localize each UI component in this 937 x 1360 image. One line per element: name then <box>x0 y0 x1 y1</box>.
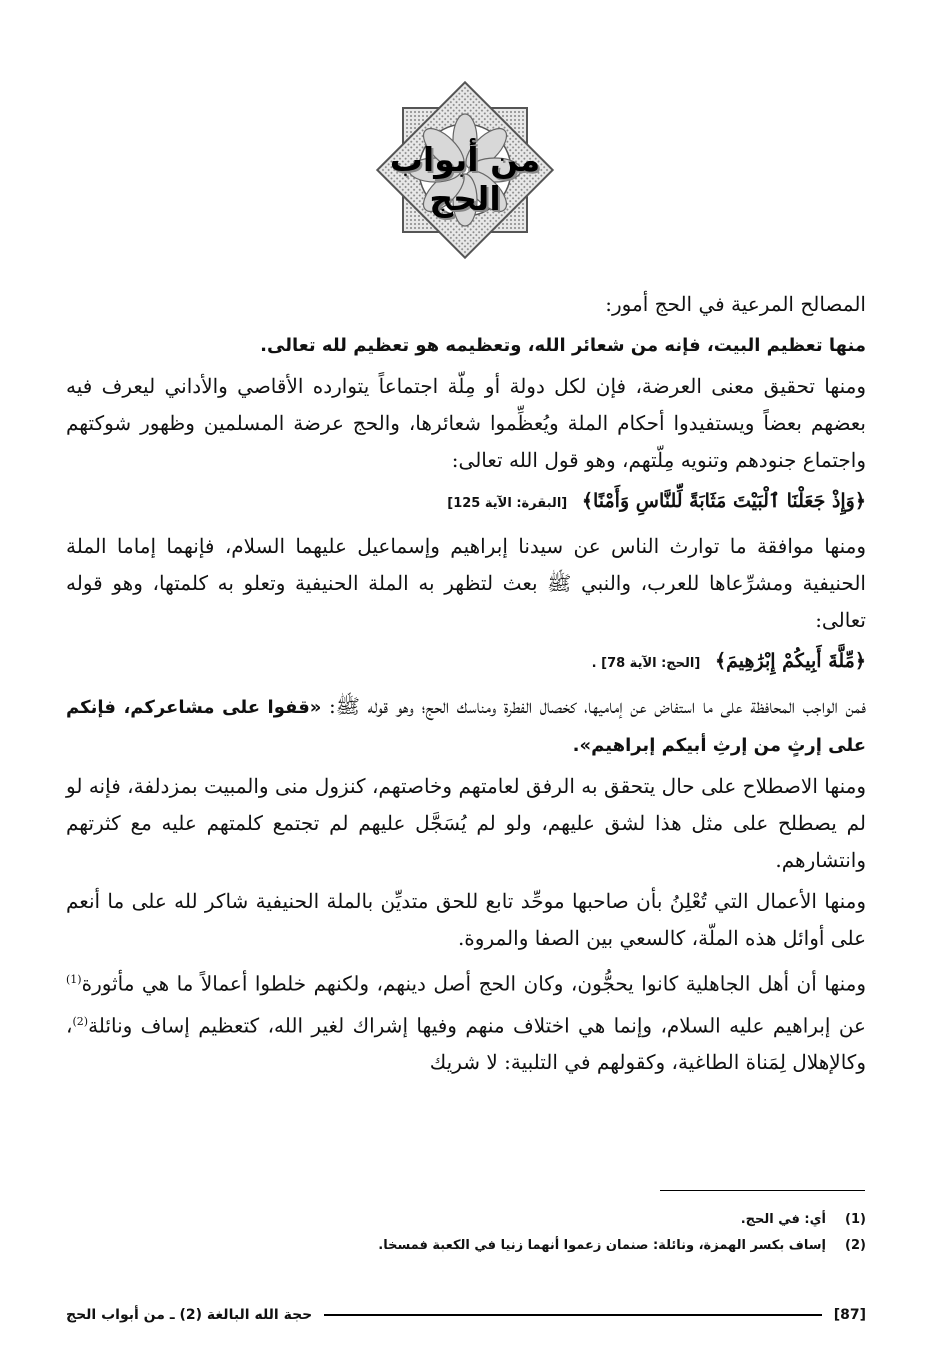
paragraph-text: ، وكالإهلال لِمَناة الطاغية، وكقولهم في التلبية: لا شريك <box>66 1013 866 1075</box>
paragraph-text: فمن الواجب المحافظة على ما استفاض عن إماميها، كخصال الفطرة ومناسك الحج؛ وهو قوله ﷺ: <box>321 694 866 718</box>
paragraph: ومنها الاصطلاح على حال يتحقق به الرفق لعامتهم وخاصتهم، كنزول منى والمبيت بمزدلفة، فإنه لو لم يصطلح على مثل هذا لشق عليهم، ولو لم يُسَجَّل عليهم لم تجتمع كلمتهم عليه مع كثرتهم وانتشارهم. <box>66 774 866 872</box>
paragraph: ومنها الأعمال التي تُعْلِنُ بأن صاحبها موحِّد تابع للحق متديِّن بالملة الحنيفية شاكر لله على ما أنعم على أوائل هذه الملّة، كالسعي بين الصفا والمروة. <box>66 889 866 950</box>
verse-text: ﴿مِّلَّةَ أَبِيكُمْ إِبْرَٰهِيمَ﴾ <box>714 650 866 672</box>
footnote-text: إساف بكسر الهمزة، ونائلة: صنمان زعموا أنهما زنيا في الكعبة فمسخا. <box>378 1238 826 1253</box>
footnotes <box>66 1207 866 1259</box>
quran-verse <box>66 483 866 522</box>
paragraph <box>66 961 866 1081</box>
footnote-item <box>66 1233 866 1259</box>
paragraph: المصالح المرعية في الحج أمور: <box>605 292 866 316</box>
paragraph: ومنها تحقيق معنى العرضة، فإن لكل دولة أو مِلّة اجتماعاً يتوارده الأقاصي والأداني ليعرف فيه بعضهم بعضاً ويستفيدوا أحكام الملة ويُعظِّموا شعائرها، والحج عرضة المسلمين وظهور شوكتهم واجتماع جنودهم وتنويه مِلّتهم، وهو قول الله تعالى: <box>66 374 866 472</box>
footnote-number: (2) <box>845 1238 866 1253</box>
footnote-marker[interactable]: (1) <box>66 973 82 986</box>
verse-text: ﴿وَإِذْ جَعَلْنَا ٱلْبَيْتَ مَثَابَةً لِّلنَّاسِ وَأَمْنًا﴾ <box>581 490 866 512</box>
verse-reference: [البقرة: الآية 125] <box>447 496 568 511</box>
hadith-quote: «قفوا على مشاعركم، فإنكم على إرثٍ من إرثِ أبيكم إبراهيم». <box>66 697 866 756</box>
paragraph: منها تعظيم البيت، فإنه من شعائر الله، وتعظيمه هو تعظيم لله تعالى. <box>260 335 866 356</box>
footnote-item <box>66 1207 866 1233</box>
page-number: [87] <box>833 1307 866 1323</box>
page-footer <box>66 1300 866 1330</box>
footnote-number: (1) <box>845 1212 866 1227</box>
main-text <box>66 286 866 1085</box>
footnote-divider <box>660 1190 865 1191</box>
footnote-marker[interactable]: (2) <box>72 1014 89 1028</box>
paragraph <box>66 688 866 764</box>
paragraph-text: ومنها أن أهل الجاهلية كانوا يحجُّون، وكان الحج أصل دينهم، ولكنهم خلطوا أعمالاً ما هي مأثورة <box>81 971 866 996</box>
running-title: حجة الله البالغة (2) ـ من أبواب الحج <box>66 1307 313 1323</box>
chapter-title: من أبواب الحج <box>389 140 541 218</box>
paragraph-text: عن إبراهيم عليه السلام، وإنما هي اختلاف منهم وفيها إشراك لغير الله، كتعظيم إساف ونائلة <box>88 1013 866 1038</box>
quran-verse <box>66 643 866 682</box>
footer-rule <box>324 1314 821 1316</box>
footnote-text: أي: في الحج. <box>740 1212 826 1227</box>
paragraph: ومنها موافقة ما توارث الناس عن سيدنا إبراهيم وإسماعيل عليهما السلام، فإنهما إماما الملة الحنيفية ومشرِّعاها للعرب، والنبي ﷺ بعث لتظهر به الملة الحنيفية وتعلو به كلمتها، وهو قوله تعالى: <box>66 534 866 632</box>
verse-reference: [الحج: الآية 78] . <box>591 656 701 671</box>
